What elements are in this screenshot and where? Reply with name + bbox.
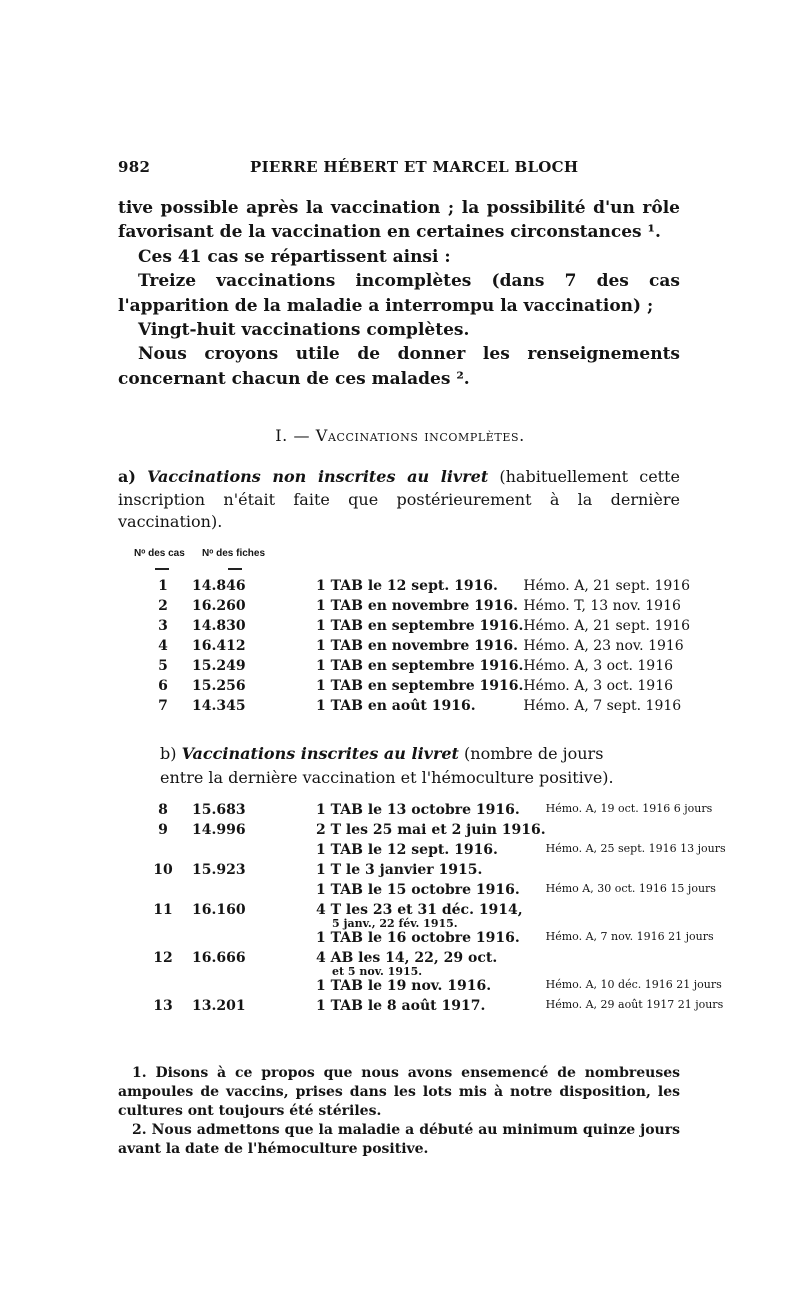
file-number: 16.160 — [192, 902, 246, 918]
vaccination-cell: 1 TAB le 19 nov. 1916. — [316, 978, 492, 994]
hemoculture-cell: Hémo. T, 13 nov. 1916 — [523, 598, 681, 614]
case-number: 8 — [158, 802, 168, 818]
table-row — [140, 678, 723, 698]
file-number: 14.996 — [192, 822, 246, 838]
body-text — [118, 196, 680, 391]
vaccination-cell: 1 TAB le 13 octobre 1916. — [316, 802, 520, 818]
vaccination-line: et 5 nov. 1915. — [332, 965, 423, 978]
case-number: 7 — [158, 698, 168, 714]
table-row — [140, 638, 723, 658]
hemoculture-cell: Hémo. A, 3 oct. 1916 — [523, 678, 674, 694]
case-number: 5 — [158, 658, 168, 674]
subsection-a-text: (habituellement cette inscription n'était faite que postérieurement à la dernière vaccination). — [118, 467, 681, 531]
case-number: 2 — [158, 598, 168, 614]
file-number: 16.260 — [192, 598, 246, 614]
hemoculture-cell: Hémo. A, 29 août 1917 21 jours — [545, 998, 724, 1011]
hemoculture-cell — [546, 862, 746, 882]
file-number: 15.923 — [192, 862, 246, 878]
vaccination-cell: 1 TAB en septembre 1916. — [316, 658, 524, 674]
hemoculture-cell: Hémo. A, 19 oct. 1916 6 jours — [545, 802, 713, 815]
hemoculture-cell: Hémo A, 30 oct. 1916 15 jours — [545, 882, 716, 895]
column-header-cas: Nᵒ des cas — [134, 548, 185, 559]
file-number: 14.830 — [192, 618, 246, 634]
paragraph: Vingt-huit vaccinations complètes. — [138, 320, 470, 341]
subsection-b-text: (nombre de jours — [464, 744, 604, 763]
table-incomplete-a — [140, 578, 723, 718]
paragraph: Ces 41 cas se répartissent ainsi : — [138, 246, 451, 267]
vaccination-cell: 1 T le 3 janvier 1915. — [316, 862, 483, 878]
section-heading — [0, 426, 800, 445]
column-header-fiches: Nᵒ des fiches — [202, 548, 266, 559]
file-number: 15.249 — [192, 658, 246, 674]
vaccination-cell — [316, 950, 546, 978]
table-row — [140, 998, 746, 1018]
vaccination-line: 4 T les 23 et 31 déc. 1914, — [316, 902, 523, 918]
hemoculture-cell: Hémo. A, 23 nov. 1916 — [523, 638, 684, 654]
hemoculture-cell: Hémo. A, 10 déc. 1916 21 jours — [545, 978, 722, 991]
table-row — [140, 822, 746, 842]
case-number: 6 — [158, 678, 168, 694]
vaccination-line: 5 janv., 22 fév. 1915. — [332, 917, 458, 930]
table-row — [140, 578, 723, 598]
file-number: 13.201 — [192, 998, 246, 1014]
section-number: I. — — [275, 426, 311, 445]
vaccination-cell: 2 T les 25 mai et 2 juin 1916. — [316, 822, 546, 838]
table-row — [140, 698, 723, 718]
case-number: 12 — [153, 950, 173, 966]
column-rule — [155, 568, 169, 570]
table-row — [140, 862, 746, 882]
section-title: Vaccinations incomplètes. — [315, 426, 525, 445]
vaccination-cell: 1 TAB en septembre 1916. — [316, 678, 524, 694]
file-number: 14.345 — [192, 698, 246, 714]
footnote: 1. Disons à ce propos que nous avons ensemencé de nombreuses ampoules de vaccins, prises dans les lots mis à notre disposition, les cultures ont toujours été stériles. — [118, 1065, 680, 1119]
hemoculture-cell: Hémo. A, 7 sept. 1916 — [523, 698, 682, 714]
vaccination-cell: 1 TAB en novembre 1916. — [316, 638, 518, 654]
table-row — [140, 950, 746, 978]
file-number: 14.846 — [192, 578, 246, 594]
case-number: 1 — [158, 578, 168, 594]
case-number: 4 — [158, 638, 168, 654]
hemoculture-cell: Hémo. A, 25 sept. 1916 13 jours — [545, 842, 726, 855]
table-row — [140, 598, 723, 618]
case-number: 10 — [153, 862, 173, 878]
subsection-b-text-line2: entre la dernière vaccination et l'hémoculture positive). — [160, 768, 614, 787]
hemoculture-cell: Hémo. A, 3 oct. 1916 — [523, 658, 674, 674]
vaccination-cell: 1 TAB en septembre 1916. — [316, 618, 524, 634]
subsection-b-heading — [118, 742, 680, 790]
file-number: 16.412 — [192, 638, 246, 654]
table-row — [140, 978, 746, 998]
case-number: 11 — [153, 902, 173, 918]
table-row — [140, 802, 746, 822]
table-row — [140, 658, 723, 678]
vaccination-cell: 1 TAB le 12 sept. 1916. — [316, 842, 498, 858]
table-row — [140, 930, 746, 950]
subsection-a-title: Vaccinations non inscrites au livret — [147, 467, 489, 486]
case-number: 13 — [153, 998, 173, 1014]
hemoculture-cell: Hémo. A, 21 sept. 1916 — [523, 618, 691, 634]
file-number: 15.683 — [192, 802, 246, 818]
case-number: 3 — [158, 618, 168, 634]
hemoculture-cell: Hémo. A, 21 sept. 1916 — [523, 578, 691, 594]
subsection-a-heading — [118, 466, 680, 534]
running-title: PIERRE HÉBERT ET MARCEL BLOCH — [250, 158, 579, 176]
hemoculture-cell: Hémo. A, 7 nov. 1916 21 jours — [545, 930, 714, 943]
paragraph: tive possible après la vaccination ; la possibilité d'un rôle favorisant de la vaccination en certaines circonstances ¹. — [118, 198, 680, 243]
subsection-b-label: b) — [160, 744, 177, 763]
file-number: 16.666 — [192, 950, 246, 966]
subsection-b-title: Vaccinations inscrites au livret — [181, 744, 459, 763]
vaccination-cell: 1 TAB en août 1916. — [316, 698, 476, 714]
vaccination-cell: 1 TAB le 8 août 1917. — [316, 998, 486, 1014]
running-header — [118, 158, 678, 182]
table-row — [140, 618, 723, 638]
vaccination-cell: 1 TAB le 12 sept. 1916. — [316, 578, 498, 594]
table-incomplete-b — [140, 802, 746, 1018]
subsection-a-label: a) — [118, 467, 136, 486]
page-number: 982 — [118, 158, 151, 176]
table-row — [140, 842, 746, 862]
vaccination-cell: 1 TAB le 16 octobre 1916. — [316, 930, 520, 946]
vaccination-line: 4 AB les 14, 22, 29 oct. — [316, 950, 498, 966]
vaccination-cell: 1 TAB en novembre 1916. — [316, 598, 518, 614]
vaccination-cell — [316, 902, 546, 930]
table-row — [140, 882, 746, 902]
table-row — [140, 902, 746, 930]
vaccination-cell: 1 TAB le 15 octobre 1916. — [316, 882, 520, 898]
footnotes — [118, 1064, 680, 1159]
file-number: 15.256 — [192, 678, 246, 694]
paragraph: Treize vaccinations incomplètes (dans 7 des cas l'apparition de la maladie a interrompu la vaccination) ; — [118, 271, 680, 316]
hemoculture-cell — [546, 822, 746, 842]
paragraph: Nous croyons utile de donner les renseignements concernant chacun de ces malades ². — [118, 344, 680, 389]
column-rule — [228, 568, 242, 570]
footnote: 2. Nous admettons que la maladie a débuté au minimum quinze jours avant la date de l'hémoculture positive. — [118, 1122, 680, 1157]
case-number: 9 — [158, 822, 168, 838]
